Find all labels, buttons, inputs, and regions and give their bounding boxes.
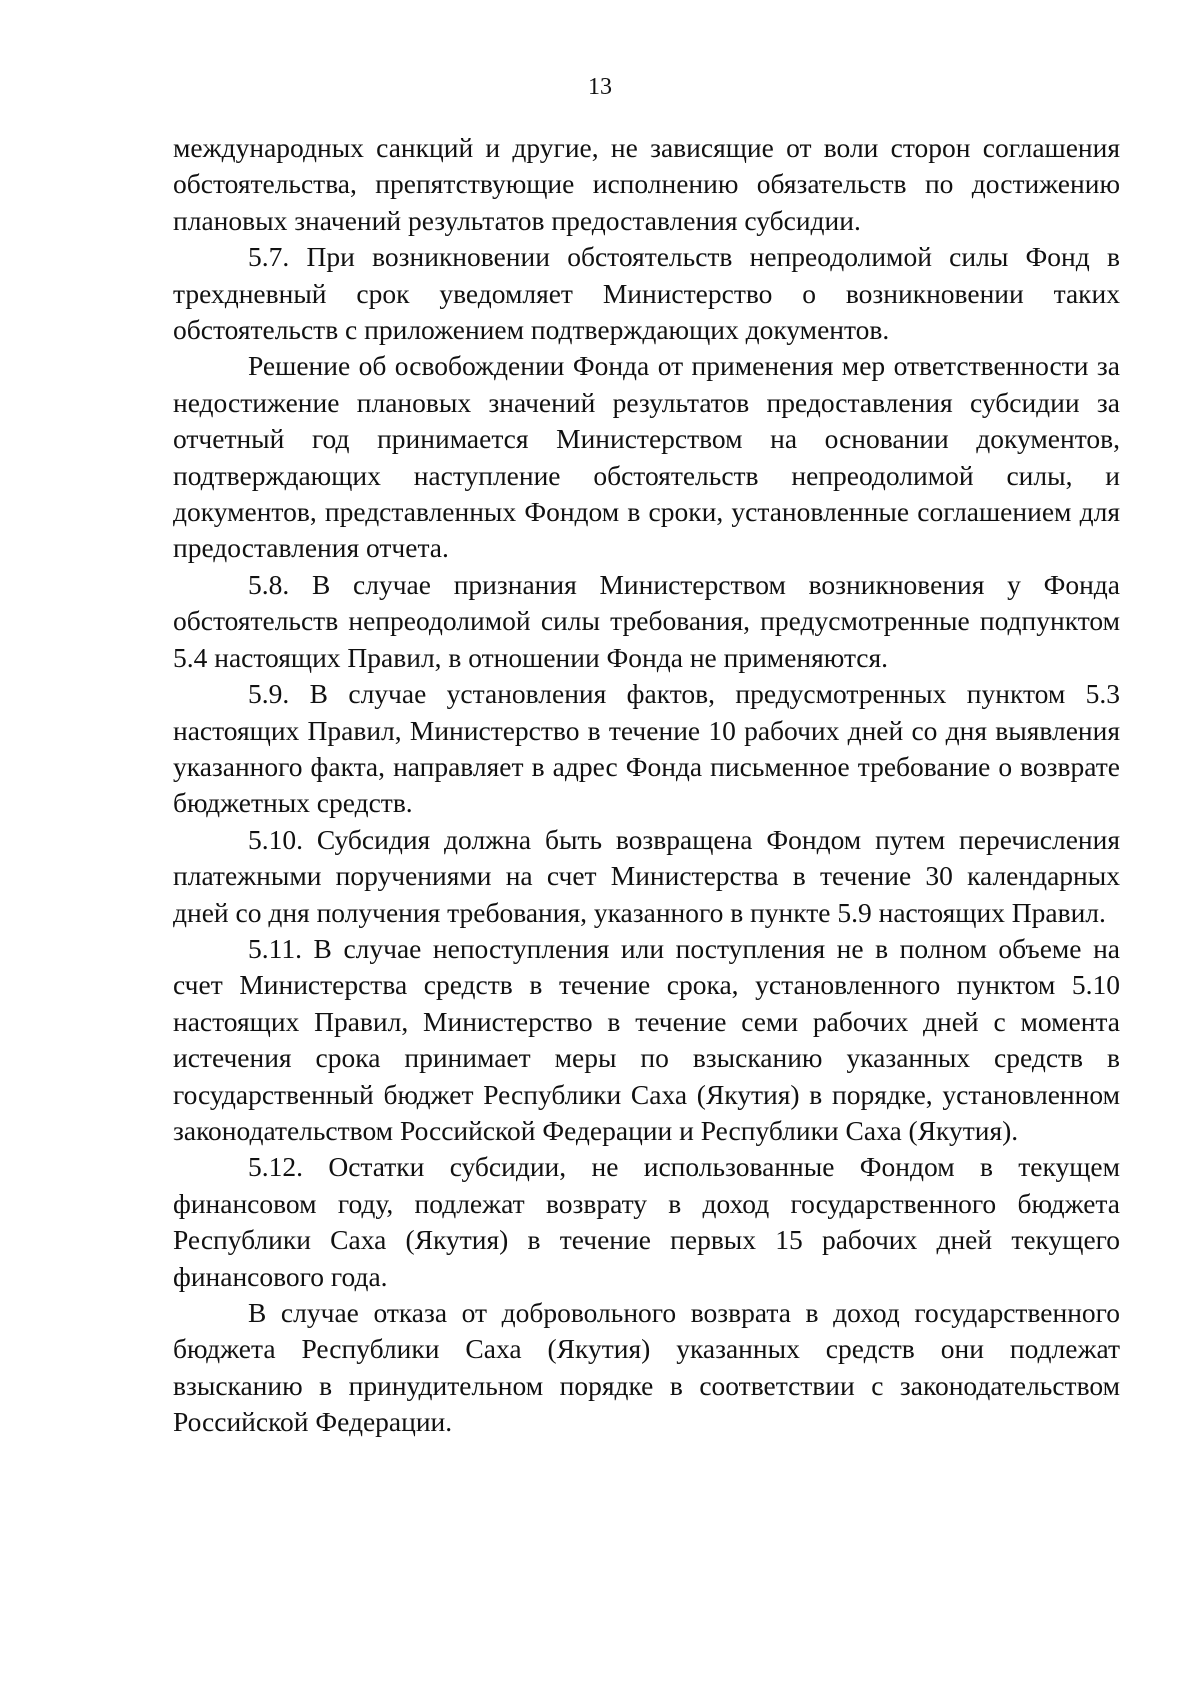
paragraph-release-decision: Решение об освобождении Фонда от применения мер ответственности за недостижение плановых значений результатов предоставления субсидии за отчетный год принимается Министерством на основании документов, подтверждающих наступление обстоятельств непреодолимой силы, и документов, представленных Фондом в сроки, установленные соглашением для предоставления отчета. <box>173 350 1120 564</box>
page-number: 13 <box>588 74 612 100</box>
paragraph-5-7: 5.7. При возникновении обстоятельств непреодолимой силы Фонд в трехдневный срок уведомляет Министерство о возникновении таких обстоятельств с приложением подтверждающих документов. <box>173 241 1120 346</box>
paragraph-5-11: 5.11. В случае непоступления или поступления не в полном объеме на счет Министерства средств в течение срока, установленного пунктом 5.10 настоящих Правил, Министерство в течение семи рабочих дней с момента истечения срока принимает меры по взысканию указанных средств в государственный бюджет Республики Саха (Якутия) в порядке, установленном законодательством Российской Федерации и Республики Саха (Якутия). <box>173 932 1120 1146</box>
paragraph-refusal: В случае отказа от добровольного возврата в доход государственного бюджета Республики Саха (Якутия) указанных средств они подлежат взысканию в принудительном порядке в соответствии с законодательством Российской Федерации. <box>173 1297 1120 1438</box>
paragraph-5-12: 5.12. Остатки субсидии, не использованные Фондом в текущем финансовом году, подлежат возврату в доход государственного бюджета Республики Саха (Якутия) в течение первых 15 рабочих дней текущего финансового года. <box>173 1151 1120 1292</box>
paragraph-5-8: 5.8. В случае признания Министерством возникновения у Фонда обстоятельств непреодолимой силы требования, предусмотренные подпунктом 5.4 настоящих Правил, в отношении Фонда не применяются. <box>173 568 1120 673</box>
document-body <box>173 130 1120 1441</box>
paragraph-5-9: 5.9. В случае установления фактов, предусмотренных пунктом 5.3 настоящих Правил, Министерство в течение 10 рабочих дней со дня выявления указанного факта, направляет в адрес Фонда письменное требование о возврате бюджетных средств. <box>173 678 1120 819</box>
paragraph-continuation: международных санкций и другие, не зависящие от воли сторон соглашения обстоятельства, препятствующие исполнению обязательств по достижению плановых значений результатов предоставления субсидии. <box>173 132 1120 236</box>
paragraph-5-10: 5.10. Субсидия должна быть возвращена Фондом путем перечисления платежными поручениями на счет Министерства в течение 30 календарных дней со дня получения требования, указанного в пункте 5.9 настоящих Правил. <box>173 823 1120 928</box>
